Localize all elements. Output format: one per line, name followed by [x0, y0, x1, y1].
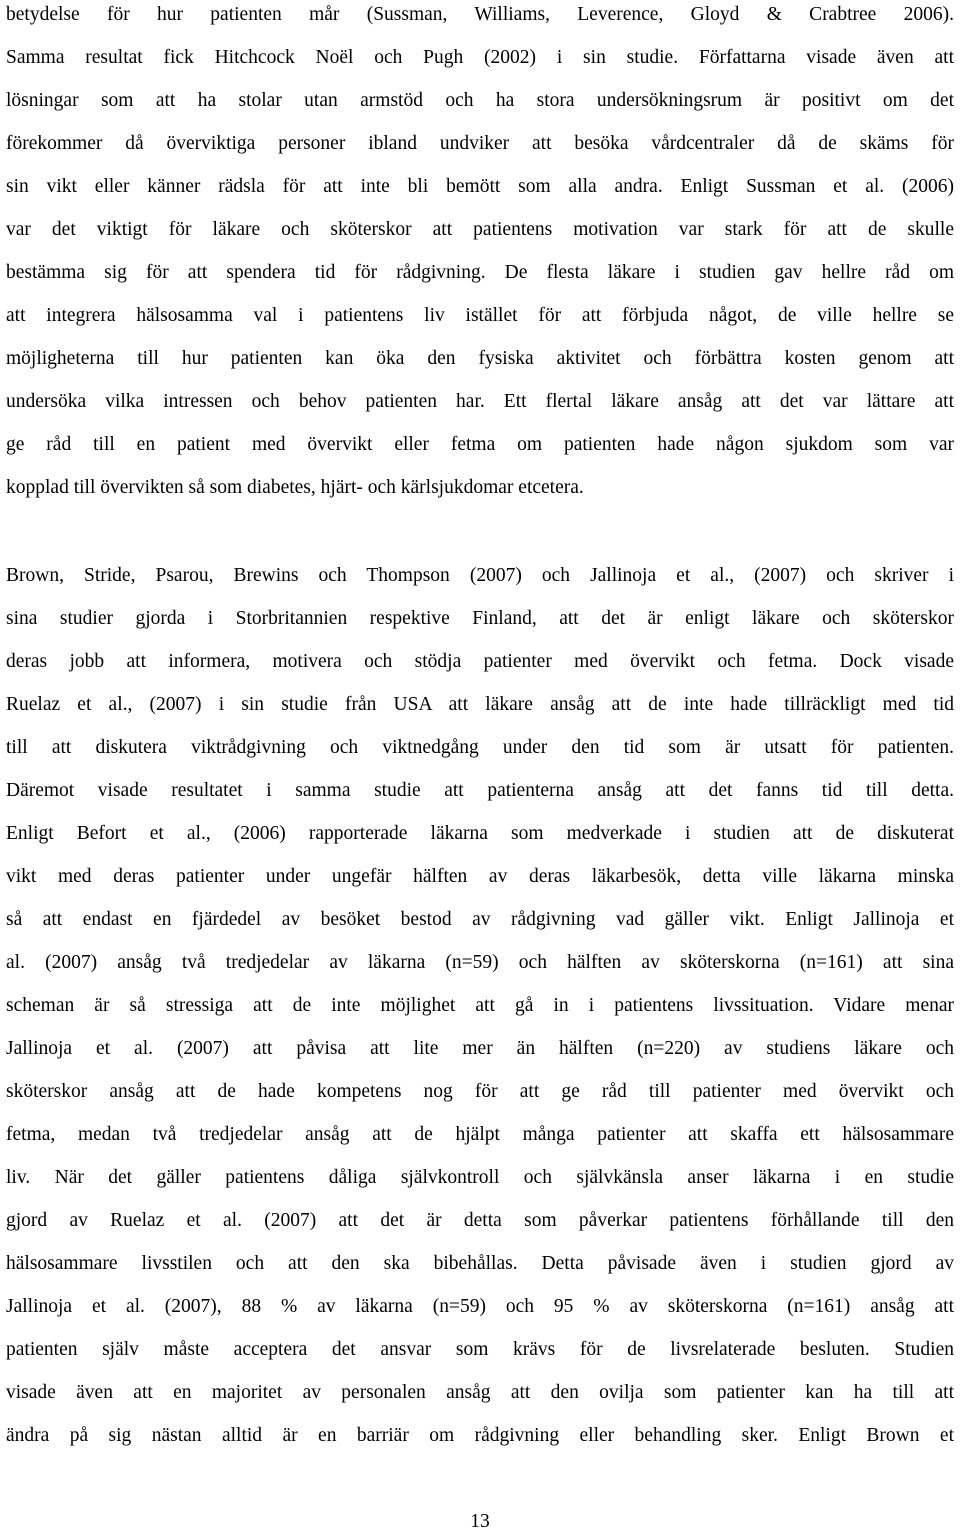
page-number: 13	[470, 1511, 490, 1532]
body-text-line: Ruelaz et al., (2007) i sin studie från USA att läkare ansåg att de inte hade tillräckligt med tid	[6, 694, 954, 715]
body-text-line: lösningar som att ha stolar utan armstöd och ha stora undersökningsrum är positivt om det	[6, 90, 954, 111]
body-text-line: Jallinoja et al. (2007) att påvisa att lite mer än hälften (n=220) av studiens läkare och	[6, 1038, 954, 1059]
body-text-line: förekommer då överviktiga personer ibland undviker att besöka vårdcentraler då de skäms för	[6, 133, 954, 154]
body-text-line: gjord av Ruelaz et al. (2007) att det är detta som påverkar patientens förhållande till den	[6, 1210, 954, 1231]
body-text-line: Jallinoja et al. (2007), 88 % av läkarna (n=59) och 95 % av sköterskorna (n=161) ansåg att	[6, 1296, 954, 1317]
body-text-line: undersöka vilka intressen och behov patienten har. Ett flertal läkare ansåg att det var lättare att	[6, 391, 954, 412]
body-text-line: att integrera hälsosamma val i patientens liv istället för att förbjuda något, de ville hellre se	[6, 305, 954, 326]
body-text-line: Däremot visade resultatet i samma studie att patienterna ansåg att det fanns tid till detta.	[6, 780, 954, 801]
body-text-line: betydelse för hur patienten mår (Sussman, Williams, Leverence, Gloyd & Crabtree 2006).	[6, 4, 954, 25]
body-text-line: var det viktigt för läkare och sköterskor att patientens motivation var stark för att de skulle	[6, 219, 954, 240]
body-text-line: ändra på sig nästan alltid är en barriär om rådgivning eller behandling sker. Enligt Brown et	[6, 1425, 954, 1446]
body-text-line: hälsosammare livsstilen och att den ska bibehållas. Detta påvisade även i studien gjord av	[6, 1253, 954, 1274]
body-text-line: till att diskutera viktrådgivning och viktnedgång under den tid som är utsatt för patienten.	[6, 737, 954, 758]
body-text-line: visade även att en majoritet av personalen ansåg att den ovilja som patienter kan ha till att	[6, 1382, 954, 1403]
body-text-line: fetma, medan två tredjedelar ansåg att de hjälpt många patienter att skaffa ett hälsosammare	[6, 1124, 954, 1145]
body-text-line: deras jobb att informera, motivera och stödja patienter med övervikt och fetma. Dock visade	[6, 651, 954, 672]
body-text-line: Brown, Stride, Psarou, Brewins och Thompson (2007) och Jallinoja et al., (2007) och skriver i	[6, 565, 954, 586]
body-text-line: kopplad till övervikten så som diabetes, hjärt- och kärlsjukdomar etcetera.	[6, 477, 584, 498]
body-text-line: vikt med deras patienter under ungefär hälften av deras läkarbesök, detta ville läkarna minska	[6, 866, 954, 887]
body-text-line: liv. När det gäller patientens dåliga självkontroll och självkänsla anser läkarna i en studie	[6, 1167, 954, 1188]
body-text-line: bestämma sig för att spendera tid för rådgivning. De flesta läkare i studien gav hellre råd om	[6, 262, 954, 283]
body-text-line: scheman är så stressiga att de inte möjlighet att gå in i patientens livssituation. Vidare menar	[6, 995, 954, 1016]
body-text-line: möjligheterna till hur patienten kan öka den fysiska aktivitet och förbättra kosten genom att	[6, 348, 954, 369]
body-text-line: patienten själv måste acceptera det ansvar som krävs för de livsrelaterade besluten. Studien	[6, 1339, 954, 1360]
body-text-line: Samma resultat fick Hitchcock Noël och Pugh (2002) i sin studie. Författarna visade även att	[6, 47, 954, 68]
body-text-line: Enligt Befort et al., (2006) rapporterade läkarna som medverkade i studien att de diskuterat	[6, 823, 954, 844]
body-text-line: sina studier gjorda i Storbritannien respektive Finland, att det är enligt läkare och sköterskor	[6, 608, 954, 629]
body-text-line: sin vikt eller känner rädsla för att inte bli bemött som alla andra. Enligt Sussman et al. (2006)	[6, 176, 954, 197]
body-text-line: al. (2007) ansåg två tredjedelar av läkarna (n=59) och hälften av sköterskorna (n=161) att sina	[6, 952, 954, 973]
body-text-line: sköterskor ansåg att de hade kompetens nog för att ge råd till patienter med övervikt och	[6, 1081, 954, 1102]
body-text-line: ge råd till en patient med övervikt eller fetma om patienten hade någon sjukdom som var	[6, 434, 954, 455]
body-text-line: så att endast en fjärdedel av besöket bestod av rådgivning vad gäller vikt. Enligt Jallinoja et	[6, 909, 954, 930]
